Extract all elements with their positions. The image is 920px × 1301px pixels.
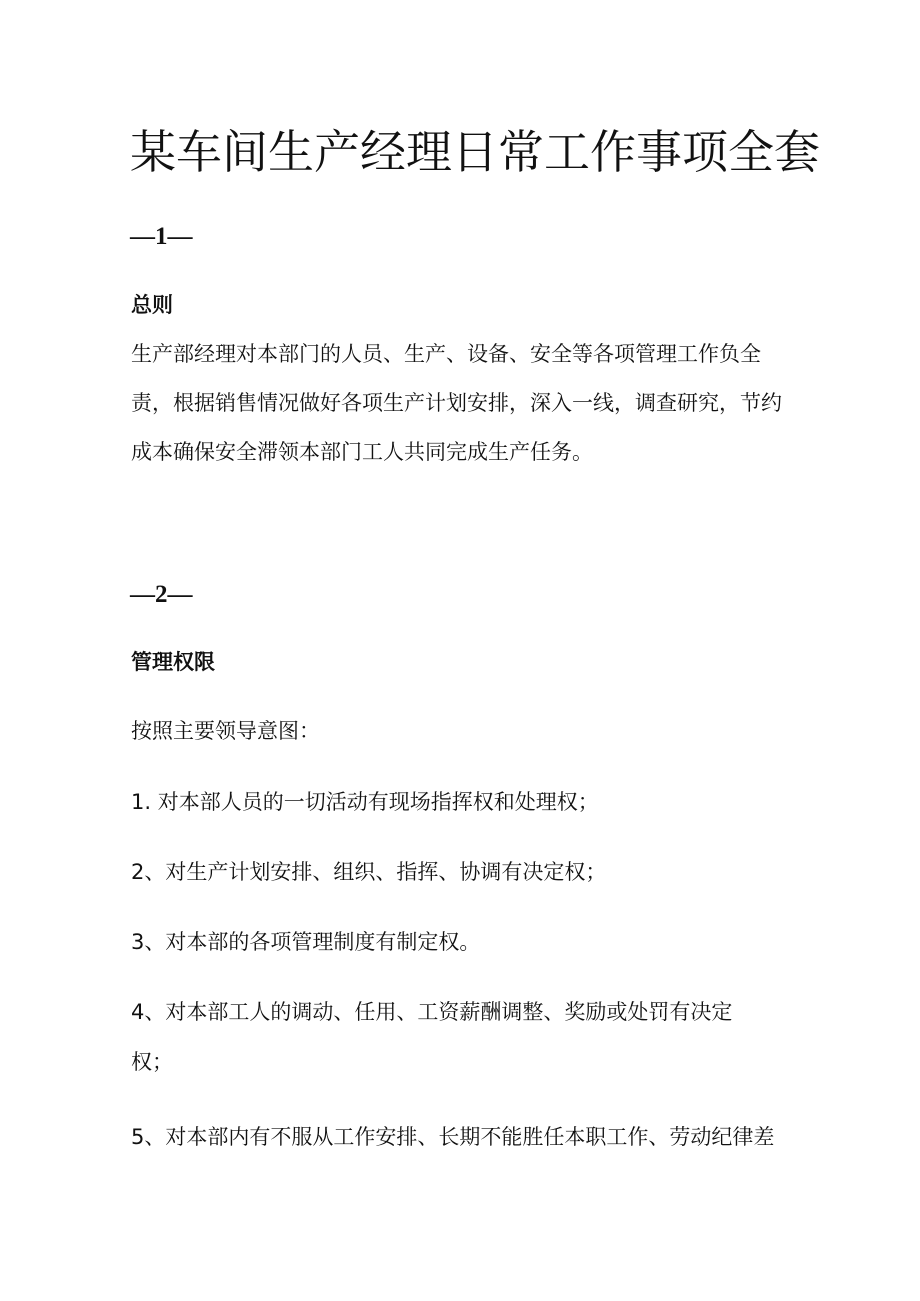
section-intro: 按照主要领导意图： (131, 719, 320, 743)
list-item: 1. 对本部人员的一切活动有现场指挥权和处理权； (131, 790, 599, 814)
section-number-2: —2— (130, 581, 193, 608)
list-item: 4、对本部工人的调动、任用、工资薪酬调整、奖励或处罚有决定权； (131, 1000, 733, 1074)
document-title: 某车间生产经理日常工作事项全套 (130, 125, 820, 179)
list-item: 5、对本部内有不服从工作安排、长期不能胜任本职工作、劳动纪律差 (131, 1125, 775, 1149)
section-heading-general: 总则 (131, 293, 173, 317)
section-number-1: —1— (130, 223, 193, 250)
section-heading-authority: 管理权限 (131, 650, 215, 674)
section-paragraph-general: 生产部经理对本部门的人员、生产、设备、安全等各项管理工作负全责，根据销售情况做好各项生产计划安排，深入一线，调查研究，节约成本确保安全滞领本部门工人共同完成生产任务。 (131, 342, 782, 464)
list-item: 2、对生产计划安排、组织、指挥、协调有决定权； (131, 860, 607, 884)
list-item: 3、对本部的各项管理制度有制定权。 (131, 930, 481, 954)
